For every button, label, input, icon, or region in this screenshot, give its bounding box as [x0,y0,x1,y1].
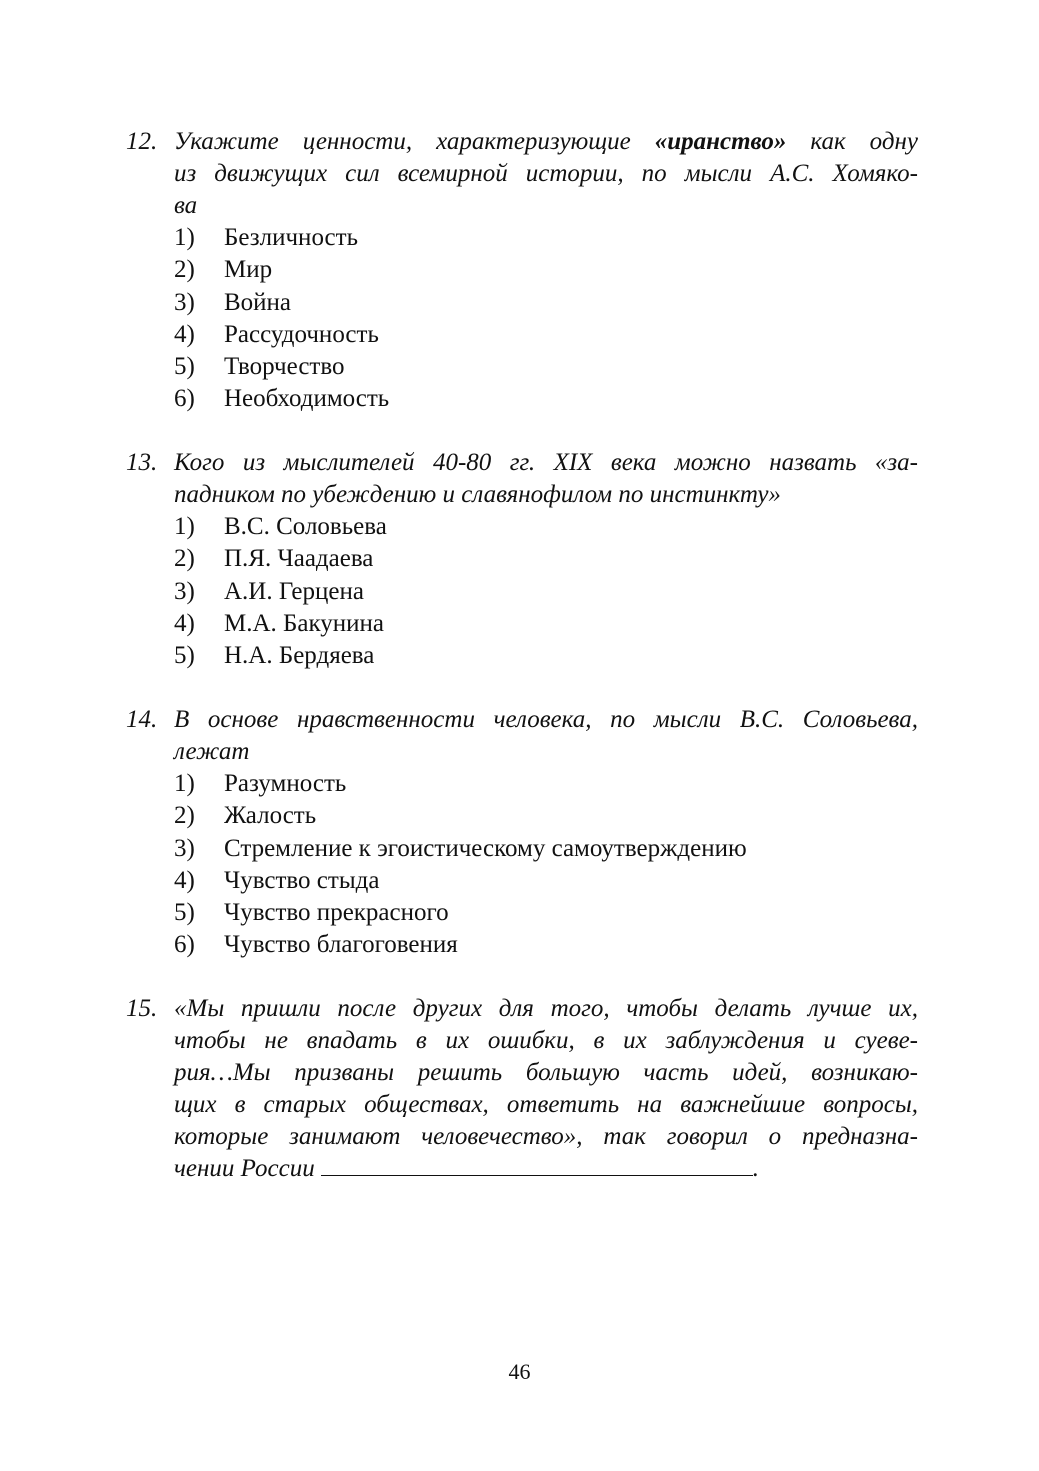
question-number: 14. [126,706,158,733]
answer-option [174,287,918,319]
answer-option [174,897,918,929]
answer-option [174,800,918,832]
answer-options [126,222,918,416]
answer-option [174,222,918,254]
question-number: 15. [126,995,158,1022]
answer-option [174,640,918,672]
option-number: 2) [174,545,195,573]
question-text-line: падником по убеждению и славянофилом по инстинкту» [174,481,781,508]
question-text-line: щих в старых обществах, ответить на важнейшие вопросы, [174,1091,918,1118]
option-text: Чувство благоговения [224,931,458,959]
option-number: 3) [174,288,195,316]
option-number: 4) [174,320,195,348]
option-number: 4) [174,609,195,637]
answer-option [174,929,918,961]
sentence-period: . [752,1155,759,1182]
option-text: М.А. Бакунина [224,609,385,637]
answer-options [126,768,918,962]
option-text: Мир [224,256,273,284]
option-text: Война [224,288,292,316]
option-number: 6) [174,385,195,413]
option-number: 5) [174,642,195,670]
question-number: 12. [126,128,158,155]
option-number: 3) [174,834,195,862]
option-number: 3) [174,577,195,605]
question-text-line [126,993,918,1025]
option-text: Необходимость [224,385,390,413]
option-text: В.С. Соловьева [224,513,387,540]
question-text-line: чтобы не впадать в их ошибки, в их заблуждения и суеве- [174,1027,918,1054]
question-text-line [174,1153,918,1185]
question-14 [126,704,918,962]
answer-blank-line [321,1153,753,1176]
option-number: 6) [174,931,195,959]
question-text-line: рия…Мы призваны решить большую часть идей, возникаю- [174,1059,918,1086]
question-text: В основе нравственности человека, по мысли В.С. Соловьева, [174,706,918,733]
question-text: Кого из мыслителей 40-80 гг. XIX века можно назвать «за- [174,449,918,476]
emphasized-term: «иранство» [654,128,787,155]
option-text: Жалость [224,802,317,830]
answer-options [126,511,918,672]
option-number: 2) [174,802,195,830]
option-number: 2) [174,256,195,284]
page-number: 46 [508,1359,531,1384]
option-text: Рассудочность [224,320,379,348]
option-number: 5) [174,899,195,927]
answer-option [174,319,918,351]
option-text: Безличность [224,224,358,251]
answer-option [174,833,918,865]
question-text: Укажите ценности, характеризующие [174,128,655,155]
option-number: 4) [174,866,195,894]
question-text: чении России [174,1155,315,1182]
question-text-line [126,704,918,736]
option-text: Стремление к эгоистическому самоутверждению [224,834,747,862]
answer-option [174,543,918,575]
question-text-line: которые занимают человечество», так говорил о предназна- [174,1123,918,1150]
option-number: 5) [174,353,195,381]
option-text: П.Я. Чаадаева [224,545,374,573]
option-number: 1) [174,224,195,251]
question-text-line: из движущих сил всемирной истории, по мысли А.С. Хомяко- [174,160,918,187]
option-text: Разумность [224,770,347,797]
answer-option [174,608,918,640]
question-text: «Мы пришли после других для того, чтобы делать лучше их, [174,995,918,1022]
option-text: Чувство прекрасного [224,899,449,927]
answer-option [174,768,918,800]
question-text-line: ва [174,192,198,219]
option-number: 1) [174,513,195,540]
question-text-line [126,126,918,158]
question-text-line [126,447,918,479]
answer-option [174,351,918,383]
answer-option [174,254,918,286]
question-number: 13. [126,449,158,476]
question-text: как одну [786,128,918,155]
option-number: 1) [174,770,195,797]
option-text: А.И. Герцена [224,577,364,605]
answer-option [174,383,918,415]
option-text: Н.А. Бердяева [224,642,375,670]
option-text: Творчество [224,353,345,381]
answer-option [174,576,918,608]
question-12 [126,126,918,416]
question-15 [126,993,918,1185]
answer-option [174,511,918,543]
option-text: Чувство стыда [224,866,380,894]
question-13 [126,447,918,672]
answer-option [174,865,918,897]
question-text-line: лежат [174,738,250,765]
